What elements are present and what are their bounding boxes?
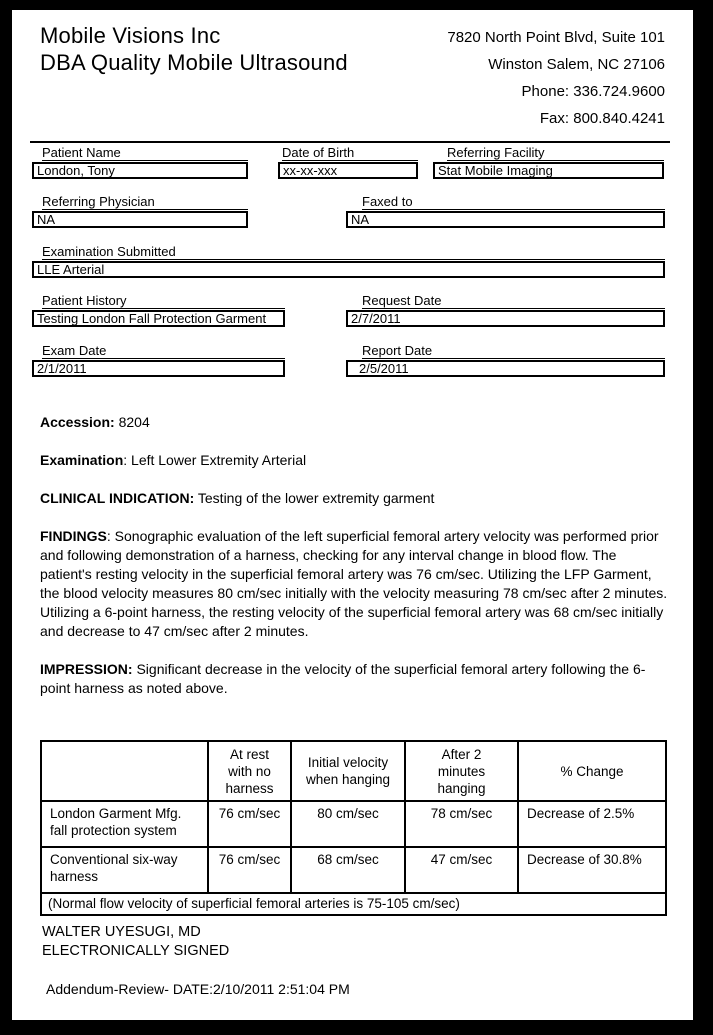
referring-physician-input[interactable]: NA — [32, 211, 248, 228]
row-label-conventional-harness: Conventional six-way harness — [41, 847, 208, 893]
accession-line — [40, 413, 670, 432]
field-referring-facility — [433, 146, 664, 179]
header-initial-velocity: Initial velocity when hanging — [291, 741, 405, 801]
report-page — [12, 10, 693, 1020]
request-date-input[interactable]: 2/7/2011 — [346, 310, 665, 327]
faxed-to-input[interactable]: NA — [346, 211, 665, 228]
header-empty-cell — [41, 741, 208, 801]
field-examination-submitted — [32, 245, 665, 278]
field-patient-name — [32, 146, 248, 179]
header-divider — [30, 141, 670, 143]
london-pct-change-value: Decrease of 2.5% — [518, 801, 666, 847]
report-body — [40, 413, 670, 717]
signature-status: ELECTRONICALLY SIGNED — [42, 943, 230, 959]
london-at-rest-value: 76 cm/sec — [208, 801, 291, 847]
results-table — [40, 740, 667, 916]
field-request-date — [346, 294, 665, 327]
field-patient-history — [32, 294, 285, 327]
field-report-date — [346, 344, 665, 377]
referring-facility-label: Referring Facility — [447, 146, 664, 161]
table-row — [41, 801, 666, 847]
patient-name-label: Patient Name — [42, 146, 248, 161]
faxed-to-label: Faxed to — [362, 195, 665, 210]
header-at-rest: At rest with no harness — [208, 741, 291, 801]
company-address-block — [447, 24, 665, 132]
fax-number: Fax: 800.840.4241 — [539, 110, 665, 127]
company-dba: DBA Quality Mobile Ultrasound — [40, 50, 348, 75]
conventional-pct-change-value: Decrease of 30.8% — [518, 847, 666, 893]
field-referring-physician — [32, 195, 248, 228]
london-after-2-min-value: 78 cm/sec — [405, 801, 518, 847]
header-after-2-minutes: After 2 minutes hanging — [405, 741, 518, 801]
referring-facility-input[interactable]: Stat Mobile Imaging — [433, 162, 664, 179]
impression-paragraph — [40, 660, 670, 698]
exam-date-label: Exam Date — [42, 344, 285, 359]
patient-history-input[interactable]: Testing London Fall Protection Garment — [32, 310, 285, 327]
header-pct-change: % Change — [518, 741, 666, 801]
examination-line — [40, 451, 670, 470]
results-table-header-row — [41, 741, 666, 801]
field-date-of-birth — [278, 146, 418, 179]
accession-value: 8204 — [114, 414, 150, 430]
findings-text: : Sonographic evaluation of the left superficial femoral artery velocity was performed prior and following demonstration of a harness, checking for any interval change in blood flow. The patient's resting velocity in the superficial femoral artery was 76 cm/sec. Utilizing the LFP Garment, the blood velocity measures 80 cm/sec initially with the velocity measuring 78 cm/sec after 2 minutes. Utilizing a 6-point harness, the resting velocity of the superficial femoral artery was 68 cm/sec initially and decrease to 47 cm/sec after 2 minutes. — [40, 528, 668, 639]
conventional-initial-value: 68 cm/sec — [291, 847, 405, 893]
signature-block — [42, 923, 229, 961]
normal-flow-footnote: (Normal flow velocity of superficial femoral arteries is 75-105 cm/sec) — [41, 893, 666, 915]
address-line-2: Winston Salem, NC 27106 — [488, 56, 665, 73]
findings-label: FINDINGS — [40, 528, 107, 544]
patient-history-label: Patient History — [42, 294, 285, 309]
conventional-at-rest-value: 76 cm/sec — [208, 847, 291, 893]
impression-label: IMPRESSION: — [40, 661, 133, 677]
date-of-birth-label: Date of Birth — [282, 146, 418, 161]
referring-physician-label: Referring Physician — [42, 195, 248, 210]
field-exam-date — [32, 344, 285, 377]
table-row — [41, 847, 666, 893]
row-label-london-garment: London Garment Mfg. fall protection system — [41, 801, 208, 847]
impression-text: Significant decrease in the velocity of the superficial femoral artery following the 6-point harness as noted above. — [40, 661, 646, 696]
examination-submitted-input[interactable]: LLE Arterial — [32, 261, 665, 278]
addendum-line: Addendum-Review- DATE:2/10/2011 2:51:04 PM — [46, 981, 350, 997]
examination-label: Examination — [40, 452, 124, 468]
table-footnote-row — [41, 893, 666, 915]
clinical-indication-label: CLINICAL INDICATION: — [40, 490, 195, 506]
accession-label: Accession: — [40, 414, 115, 430]
examination-value: : Left Lower Extremity Arterial — [123, 452, 307, 468]
company-name-block — [40, 22, 348, 76]
conventional-after-2-min-value: 47 cm/sec — [405, 847, 518, 893]
physician-name: WALTER UYESUGI, MD — [42, 924, 201, 940]
clinical-indication-line — [40, 489, 670, 508]
request-date-label: Request Date — [362, 294, 665, 309]
london-initial-value: 80 cm/sec — [291, 801, 405, 847]
field-faxed-to — [346, 195, 665, 228]
company-name: Mobile Visions Inc — [40, 23, 221, 48]
findings-paragraph — [40, 527, 670, 641]
date-of-birth-input[interactable]: xx-xx-xxx — [278, 162, 418, 179]
examination-submitted-label: Examination Submitted — [42, 245, 665, 260]
report-date-input[interactable]: 2/5/2011 — [346, 360, 665, 377]
patient-name-input[interactable]: London, Tony — [32, 162, 248, 179]
phone-number: Phone: 336.724.9600 — [521, 83, 665, 100]
exam-date-input[interactable]: 2/1/2011 — [32, 360, 285, 377]
address-line-1: 7820 North Point Blvd, Suite 101 — [447, 29, 665, 46]
report-date-label: Report Date — [362, 344, 665, 359]
clinical-indication-value: Testing of the lower extremity garment — [194, 490, 435, 506]
